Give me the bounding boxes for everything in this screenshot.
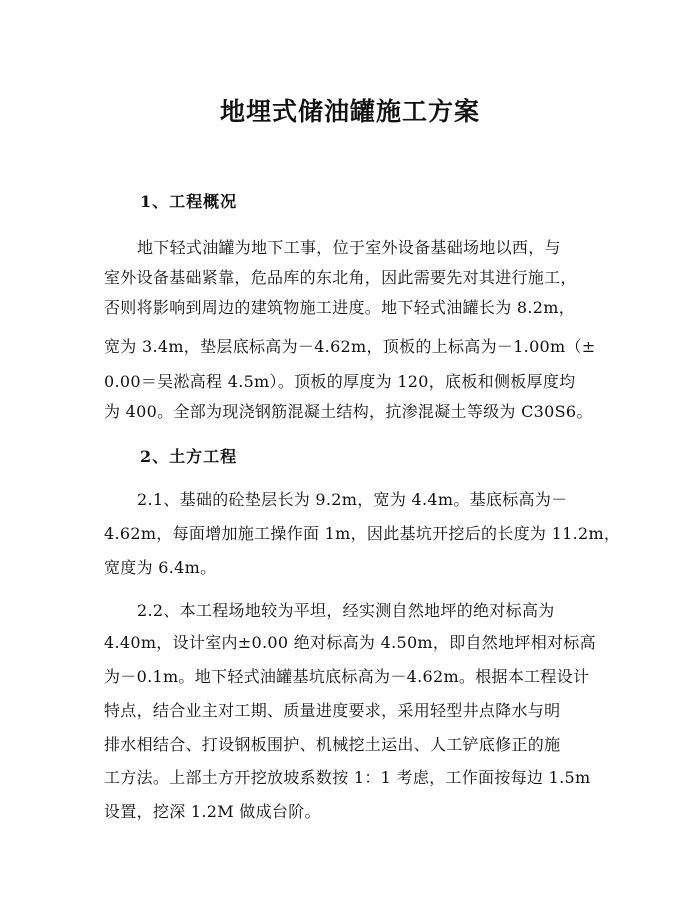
text-line: 为－0.1m。地下轻式油罐基坑底标高为－4.62m。根据本工程设计 (104, 667, 590, 686)
text-line: 4.62m，每面增加施工操作面 1m，因此基坑开挖后的长度为 11.2m， (104, 524, 621, 543)
text-line: 宽为 3.4m，垫层底标高为－4.62m，顶板的上标高为－1.00m（± (104, 337, 596, 356)
text-line: 否则将影响到周边的建筑物施工进度。地下轻式油罐长为 8.2m， (104, 298, 576, 317)
text-line: 2.2、本工程场地较为平坦，经实测自然地坪的绝对标高为 (137, 601, 555, 620)
text-line: 设置，挖深 1.2M 做成台阶。 (104, 802, 321, 821)
text-line: 2.1、基础的砼垫层长为 9.2m，宽为 4.4m。基底标高为－ (137, 490, 568, 509)
text-line: 宽度为 6.4m。 (104, 558, 217, 577)
document-title: 地埋式储油罐施工方案 (219, 97, 480, 126)
text-line: 地下轻式油罐为地下工事，位于室外设备基础场地以西，与 (137, 238, 561, 257)
text-line: 为 400。全部为现浇钢筋混凝土结构，抗渗混凝土等级为 C30S6。 (104, 402, 593, 421)
section-heading-overview: 1、工程概况 (140, 192, 238, 211)
text-line: 0.00＝吴淞高程 4.5m）。顶板的厚度为 120，底板和侧板厚度均 (104, 372, 576, 391)
text-line: 4.40m，设计室内±0.00 绝对标高为 4.50m，即自然地坪相对标高 (104, 633, 596, 652)
text-line: 室外设备基础紧靠，危品库的东北角，因此需要先对其进行施工， (104, 268, 577, 287)
text-line: 排水相结合、打设钢板围护、机械挖土运出、人工铲底修正的施 (104, 735, 561, 754)
text-line: 工方法。上部土方开挖放坡系数按 1：1 考虑，工作面按每边 1.5m (104, 768, 591, 787)
section-heading-earthwork: 2、土方工程 (140, 447, 238, 466)
text-line: 特点，结合业主对工期、质量进度要求，采用轻型井点降水与明 (104, 701, 561, 720)
